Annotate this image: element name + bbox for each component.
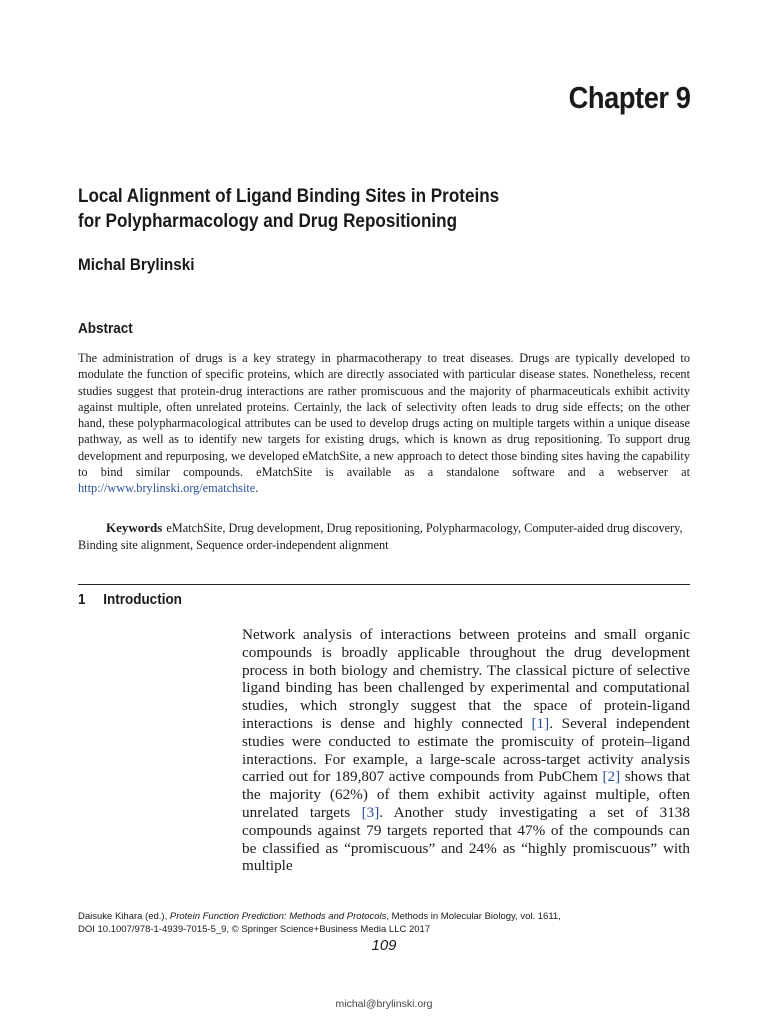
title-line-2: for Polypharmacology and Drug Repositioning	[78, 211, 458, 232]
section-heading	[78, 591, 182, 608]
section-number: 1	[78, 591, 86, 608]
reference-2-link[interactable]: [2]	[602, 768, 621, 786]
reference-3-link[interactable]: [3]	[361, 803, 380, 821]
author-name: Michal Brylinski	[78, 255, 195, 274]
keywords-list: eMatchSite, Drug development, Drug repositioning, Polypharmacology, Computer-aided drug discovery, Binding site alignment, Sequence order-independent alignment	[78, 521, 683, 552]
intro-text-4: . Another study investigating a set of 3138 compounds against 79 targets reported that 47% of the compounds can be classified as “promiscuous” and 24% as “highly promiscuous” with multiple	[242, 803, 690, 875]
introduction-paragraph	[242, 626, 690, 875]
keywords-label: Keywords	[106, 520, 163, 535]
citation-editor: Daisuke Kihara (ed.),	[78, 911, 170, 922]
citation-book-title: Protein Function Prediction: Methods and Protocols	[169, 911, 387, 922]
abstract-heading: Abstract	[78, 320, 133, 337]
footer-citation	[78, 910, 698, 936]
section-divider	[78, 584, 690, 585]
abstract-end: .	[255, 481, 259, 496]
author-email: michal@brylinski.org	[335, 998, 433, 1010]
citation-line-1	[78, 910, 698, 923]
citation-doi: DOI 10.1007/978-1-4939-7015-5_9, © Springer Science+Business Media LLC 2017	[78, 924, 431, 935]
ematchsite-link[interactable]: http://www.brylinski.org/ematchsite	[78, 481, 256, 496]
abstract-body: The administration of drugs is a key strategy in pharmacotherapy to treat diseases. Drugs are typically developed to modulate the function of specific proteins, which are directly associated with particular disease states. Nonetheless, recent studies suggest that protein-drug interactions are rather promiscuous and the majority of pharmaceuticals exhibit activity against multiple, often unrelated proteins. Certainly, the lack of selectivity often leads to drug side effects; on the other hand, these polypharmacological attributes can be used to develop drugs acting on multiple targets within a unique disease pathway, as well as to identify new targets for existing drugs, which is known as drug repositioning. To support drug development and repurposing, we developed eMatchSite, a new approach to detect those binding sites having the capability to bind similar compounds. eMatchSite is available as a standalone software and a webserver at	[78, 351, 690, 480]
paper-title	[78, 184, 636, 234]
abstract-text	[78, 350, 690, 497]
citation-series: , Methods in Molecular Biology, vol. 1611,	[386, 911, 561, 922]
section-title: Introduction	[103, 591, 182, 608]
keywords	[78, 519, 690, 554]
intro-text-2: . Several independent studies were conducted to estimate the promiscuity of protein–ligand interactions. For example, a large-scale across-target activity analysis carried out for 189,807 active compounds from PubChem	[242, 714, 690, 786]
intro-text-1: Network analysis of interactions between proteins and small organic compounds is broadly applicable throughout the drug development process in both biology and chemistry. The classical picture of selective ligand binding has been challenged by experimental and computational studies, which strongly suggest that the space of protein-ligand interactions is dense and highly connected	[242, 626, 690, 732]
chapter-label: Chapter 9	[568, 80, 690, 115]
page-number: 109	[371, 937, 397, 954]
intro-text-3: shows that the majority (62%) of them exhibit activity against multiple, often unrelated targets	[242, 768, 691, 821]
title-line-1: Local Alignment of Ligand Binding Sites in Proteins	[78, 186, 500, 207]
reference-1-link[interactable]: [1]	[531, 714, 550, 732]
